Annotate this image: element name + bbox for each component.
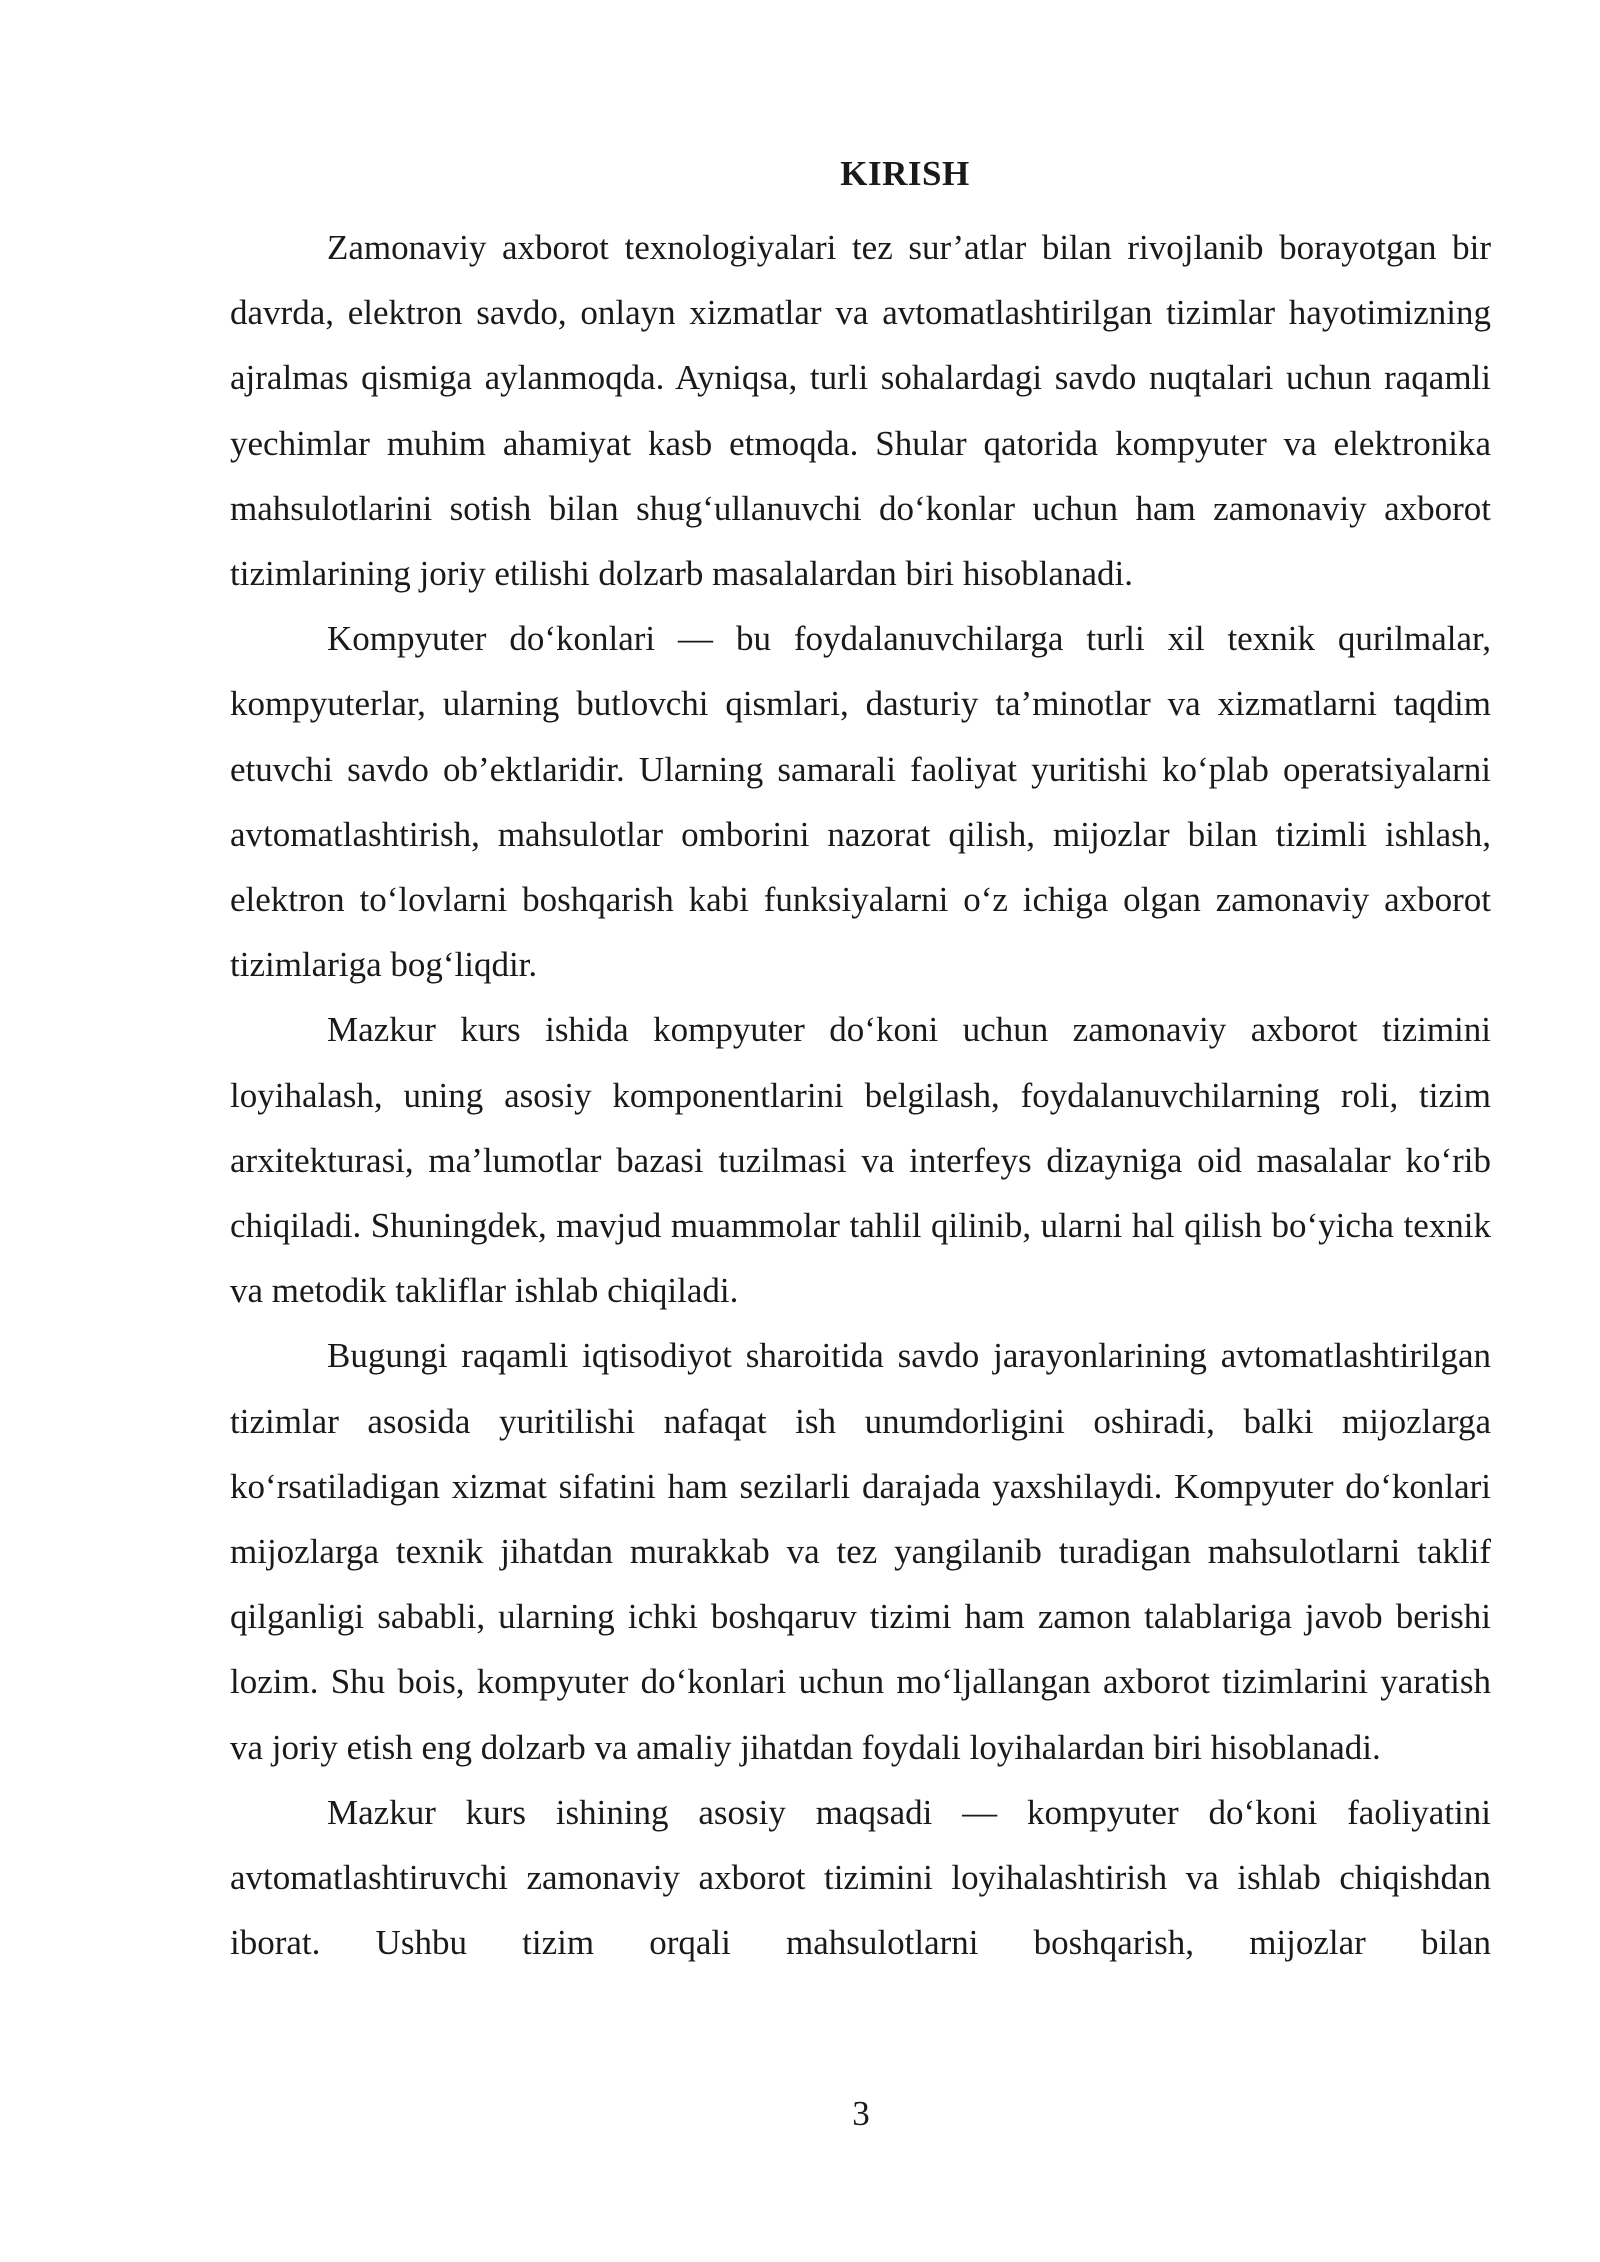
paragraph-5: Mazkur kurs ishining asosiy maqsadi — kompyuter do‘koni faoliyatini avtomatlashtiruvchi zamonaviy axborot tizimini loyihalashtirish va ishlab chiqishdan iborat. Ushbu tizim orqali mahsulotlarni boshqarish, mijozlar bilan bbox=[230, 1792, 1491, 1963]
body-text bbox=[230, 215, 1491, 1975]
paragraph-3: Mazkur kurs ishida kompyuter do‘koni uchun zamonaviy axborot tizimini loyihalash, uning asosiy komponentlarini belgilash, foydalanuvchilarning roli, tizim arxitekturasi, ma’lumotlar bazasi tuzilmasi va interfeys dizayniga oid masalalar ko‘rib chiqiladi. Shuningdek, mavjud muammolar tahlil qilinib, ularni hal qilish bo‘yicha texnik va metodik takliflar ishlab chiqiladi. bbox=[230, 1010, 1491, 1311]
paragraph-1: Zamonaviy axborot texnologiyalari tez sur’atlar bilan rivojlanib borayotgan bir davrda, elektron savdo, onlayn xizmatlar va avtomatlashtirilgan tizimlar hayotimizning ajralmas qismiga aylanmoqda. Ayniqsa, turli sohalardagi savdo nuqtalari uchun raqamli yechimlar muhim ahamiyat kasb etmoqda. Shular qatorida kompyuter va elektronika mahsulotlarini sotish bilan shug‘ullanuvchi do‘konlar uchun ham zamonaviy axborot tizimlarining joriy etilishi dolzarb masalalardan biri hisoblanadi. bbox=[230, 228, 1491, 594]
paragraph-2: Kompyuter do‘konlari — bu foydalanuvchilarga turli xil texnik qurilmalar, kompyuterlar, ularning butlovchi qismlari, dasturiy ta’minotlar va xizmatlarni taqdim etuvchi savdo ob’ektlaridir. Ularning samarali faoliyat yuritishi ko‘plab operatsiyalarni avtomatlashtirish, mahsulotlar omborini nazorat qilish, mijozlar bilan tizimli ishlash, elektron to‘lovlarni boshqarish kabi funksiyalarni o‘z ichiga olgan zamonaviy axborot tizimlariga bog‘liqdir. bbox=[230, 619, 1491, 985]
section-title: KIRISH bbox=[840, 154, 970, 193]
page-number: 3 bbox=[852, 2094, 870, 2133]
paragraph-4: Bugungi raqamli iqtisodiyot sharoitida savdo jarayonlarining avtomatlashtirilgan tizimlar asosida yuritilishi nafaqat ish unumdorligini oshiradi, balki mijozlarga ko‘rsatiladigan xizmat sifatini ham sezilarli darajada yaxshilaydi. Kompyuter do‘konlari mijozlarga texnik jihatdan murakkab va tez yangilanib turadigan mahsulotlarni taklif qilganligi sababli, ularning ichki boshqaruv tizimi ham zamon talablariga javob berishi lozim. Shu bois, kompyuter do‘konlari uchun mo‘ljallangan axborot tizimlarini yaratish va joriy etish eng dolzarb va amaliy jihatdan foydali loyihalardan biri hisoblanadi. bbox=[230, 1336, 1491, 1767]
